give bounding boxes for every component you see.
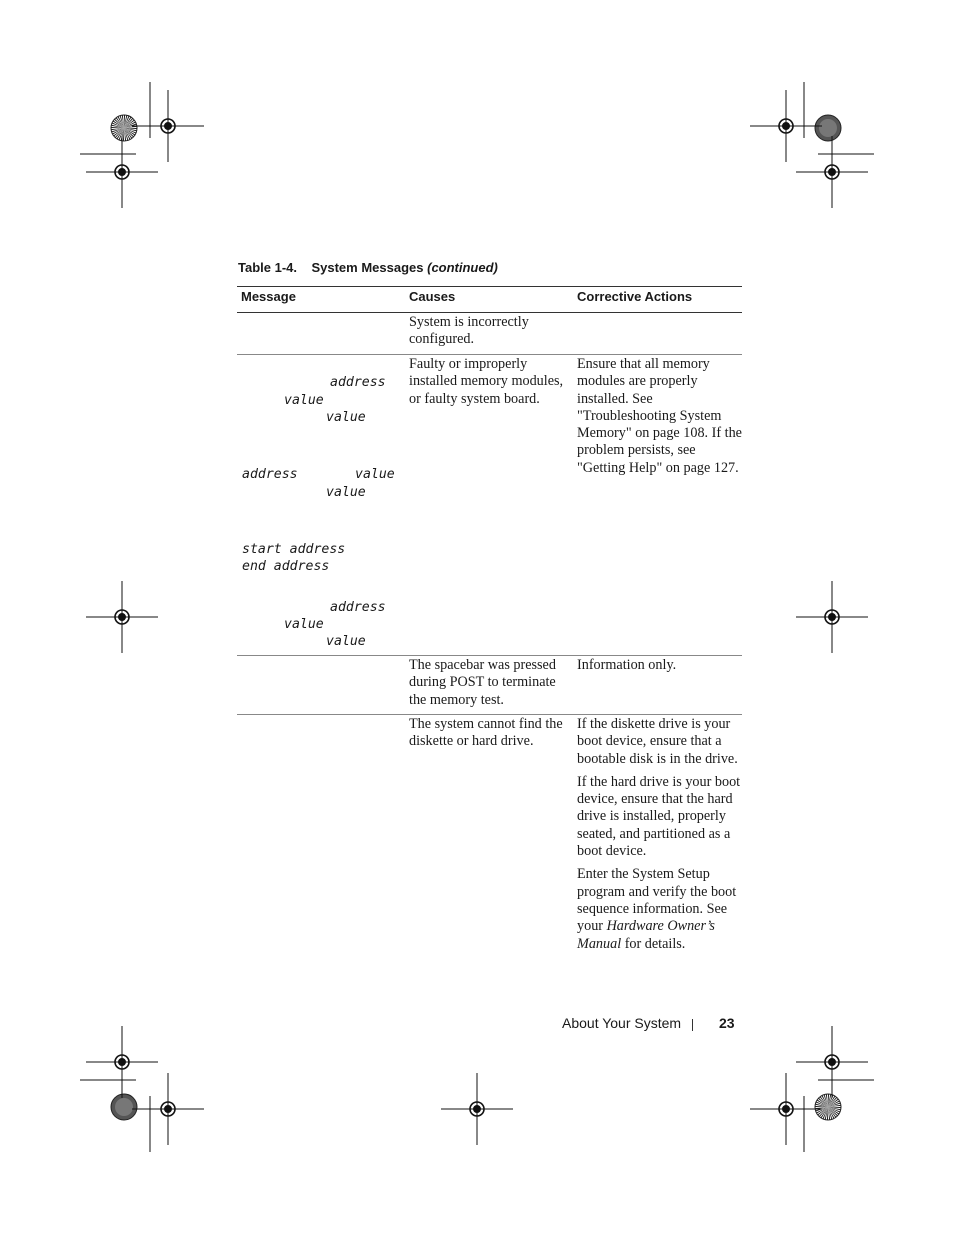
message-fragment: end address [242, 559, 330, 574]
row4-actions [577, 716, 742, 959]
header-causes: Causes [409, 289, 456, 304]
message-fragment: value [355, 467, 395, 482]
crop-registration-mark-icon [796, 581, 868, 653]
manual-title: Hardware Owner’s Manual [577, 918, 715, 952]
action-paragraph: If the hard drive is your boot device, ensure that the hard drive is installed, properly seated, and partitioned as a boot device. [577, 773, 741, 860]
action-paragraph: Enter the System Setup program and verify the boot sequence information. See your Hardware Owner’s Manual for details. [577, 866, 737, 952]
crop-registration-mark-icon [86, 581, 158, 653]
solid-gray-disc-icon [815, 115, 841, 141]
crop-registration-mark-icon [796, 136, 868, 208]
table-caption [238, 260, 498, 275]
message-fragment: value [284, 393, 324, 408]
crop-registration-mark-icon [441, 1073, 513, 1145]
action-paragraph: If the diskette drive is your boot device, ensure that a bootable disk is in the drive. [577, 716, 738, 767]
crop-registration-mark-icon [750, 90, 822, 162]
crop-registration-mark-icon [86, 136, 158, 208]
message-fragment: address [242, 467, 298, 482]
header-corrective-actions: Corrective Actions [577, 289, 693, 304]
footer-separator [692, 1019, 693, 1031]
page-number: 23 [719, 1015, 735, 1031]
row3-actions: Information only. [577, 657, 677, 673]
row2-actions: Ensure that all memory modules are properly installed. See "Troubleshooting System Memory" on page 108. If the problem persists, see "Getting Help" on page 127. [577, 356, 742, 476]
crop-registration-mark-icon [86, 1026, 158, 1098]
starburst-target-icon [815, 1094, 841, 1120]
starburst-target-icon [111, 115, 137, 141]
footer-section-title: About Your System [562, 1015, 682, 1031]
row2-causes: Faulty or improperly installed memory modules, or faulty system board. [409, 356, 564, 407]
table-continued: (continued) [427, 260, 498, 275]
header-rule [237, 312, 742, 313]
row-divider [237, 714, 742, 715]
message-fragment: start address [242, 542, 346, 557]
header-message: Message [241, 289, 296, 304]
row1-causes: System is incorrectly configured. [409, 314, 529, 348]
row4-causes: The system cannot find the diskette or hard drive. [409, 716, 563, 750]
crop-registration-mark-icon [132, 90, 204, 162]
message-fragment: value [326, 410, 366, 425]
crop-registration-mark-icon [132, 1073, 204, 1145]
crop-registration-mark-icon [750, 1073, 822, 1145]
row-divider [237, 354, 742, 355]
message-fragment: address [330, 375, 386, 390]
table-label: Table 1-4. [238, 260, 298, 275]
row3-causes: The spacebar was pressed during POST to terminate the memory test. [409, 657, 556, 708]
table-title: System Messages [311, 260, 424, 275]
message-fragment: value [326, 485, 366, 500]
row-divider [237, 655, 742, 656]
message-fragment: value [284, 617, 324, 632]
message-fragment: address [330, 600, 386, 615]
message-fragment: value [326, 634, 366, 649]
solid-gray-disc-icon [111, 1094, 137, 1120]
crop-registration-mark-icon [796, 1026, 868, 1098]
